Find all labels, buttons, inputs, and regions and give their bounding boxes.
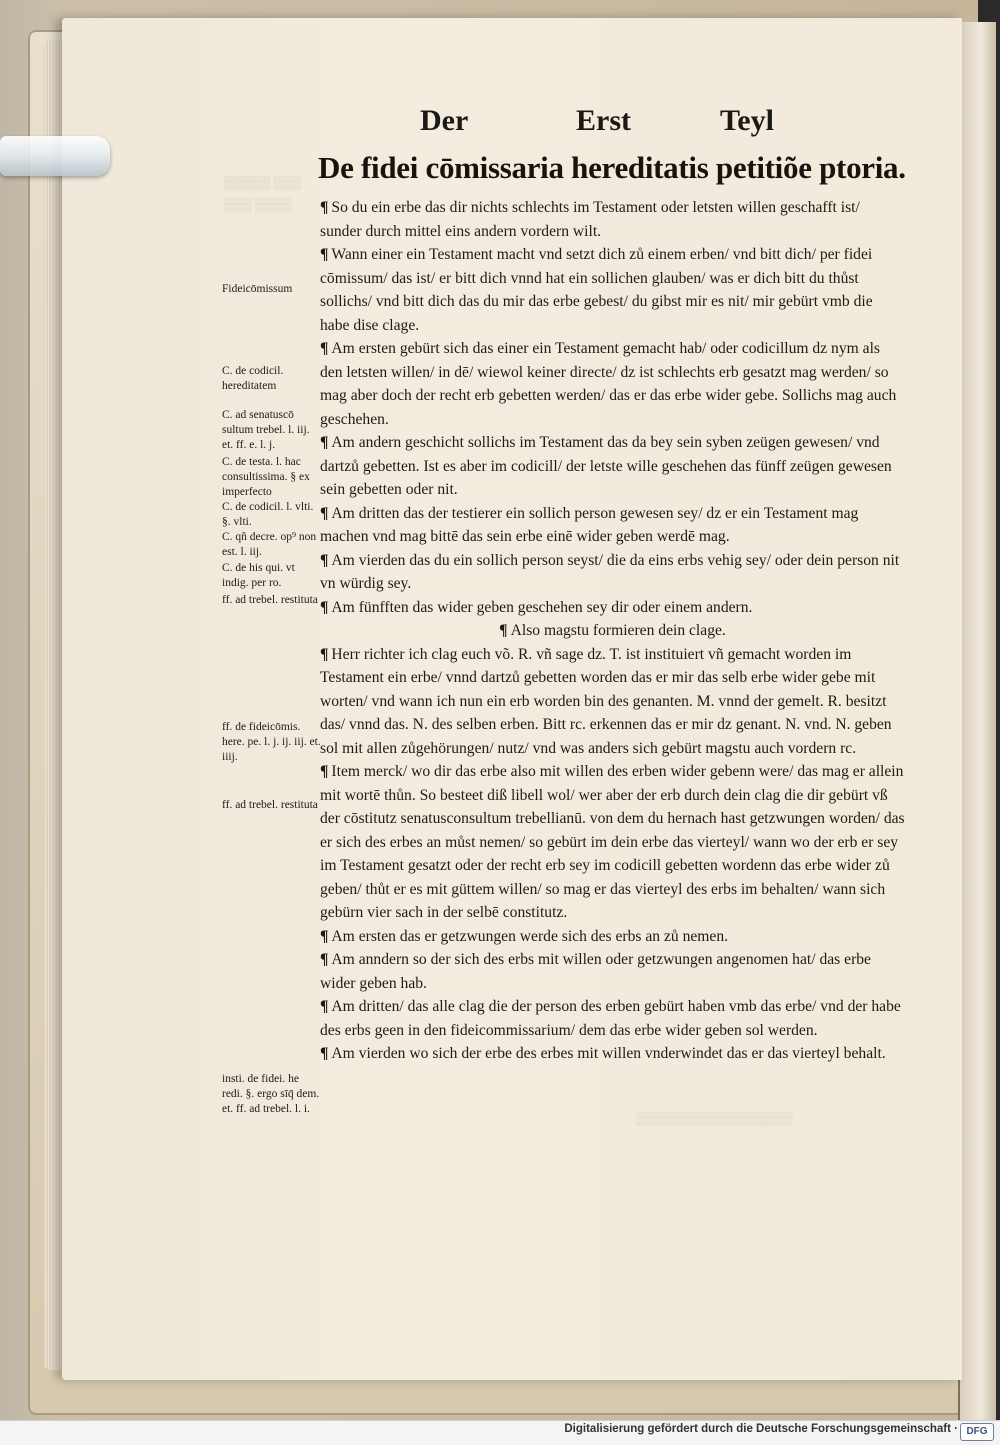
running-head-left: Der [420, 104, 469, 137]
show-through-text: ▒▒▒▒▒▒▒▒▒▒▒▒▒▒▒▒▒ [636, 1111, 793, 1126]
pilcrow: ¶ [320, 434, 329, 451]
paragraph-text: Am dritten das der testierer ein sollich person gewesen sey/ dz er ein Testament mag machen vnd mag bittē das sein erbe einē wider geben werdē mag. [320, 504, 859, 545]
glass-clip [0, 136, 110, 176]
paragraph-text: Herr richter ich clag euch võ. R. vñ sage dz. T. ist instituiert vñ gemacht worden im Testament ein erbe/ vnnd dartzů gebetten worden das er mir das selb erbe wider gebe mit worten/ vnd wann ich nun ein erb worden bin des genanten. M. vnnd der gemelt. R. besitzt das/ vnnd das. N. des selben erben. Bitt rc. erkennen das er mir dz genant. N. vnd. N. geben sol mit allen zůgehörungen/ nutz/ vnd was anders sich gebürt magstu auch vordern rc. [320, 645, 892, 757]
paragraph-text: Am ersten das er getzwungen werde sich des erbs an zů nemen. [331, 927, 729, 945]
paragraph [320, 549, 905, 596]
paragraph-heading [320, 619, 905, 643]
paragraph [320, 196, 905, 243]
paragraph-text: Am andern geschicht sollichs im Testament das da bey sein syben zeügen gewesen/ vnd dartzů gebetten. Ist es aber im codicill/ der letste wille geschehen das fünff zeügen gewesen sein gebetten oder nit. [320, 434, 892, 498]
marginal-note: C. ad senatuscō sultum trebel. l. iij. et. ff. e. l. j. [222, 409, 310, 451]
paragraph [320, 643, 905, 761]
pilcrow: ¶ [499, 622, 508, 639]
paragraph [320, 596, 905, 620]
marginal-note: C. de codicil. hereditatem [222, 365, 284, 392]
paragraph [320, 431, 905, 502]
pilcrow: ¶ [320, 927, 329, 945]
funding-credit: Digitalisierung gefördert durch die Deutsche Forschungsgemeinschaft · [564, 1423, 958, 1435]
facing-page-edge [958, 22, 996, 1420]
show-through-text: ▒▒▒▒▒ ▒▒▒ ▒▒▒ ▒▒▒▒ [224, 175, 301, 212]
marginal-note: Fideicōmissum [222, 283, 293, 295]
body-text [320, 196, 905, 1066]
paragraph-text: Am anndern so der sich des erbs mit willen oder getzwungen angenomen hat/ das erbe wider geben hab. [320, 951, 871, 992]
marginal-note: C. de codicil. l. vlti. §. vlti. [222, 501, 314, 528]
pilcrow: ¶ [320, 504, 329, 522]
paragraph-text: Am vierden das du ein sollich person seyst/ die da eins erbs vehig sey/ oder dein person nit vn würdig sey. [320, 551, 900, 592]
pilcrow: ¶ [320, 951, 329, 968]
paragraph [320, 502, 905, 549]
marginal-note: ff. ad trebel. restituta [222, 799, 318, 811]
pilcrow: ¶ [320, 598, 329, 616]
marginal-note: ff. ad trebel. restituta [222, 594, 318, 606]
pilcrow: ¶ [320, 199, 329, 216]
paragraph-text: Wann einer ein Testament macht vnd setzt dich zů einem erben/ vnd bitt dich/ per fidei cōmissum/ das ist/ er bitt dich vnnd hat ein sollichen glauben/ was er dich bitt du thůst sollichs/ vnd bitt dich das du mir das erbe gebest/ du gibst mir es nit/ mir gebürt vmb die habe dise clage. [320, 246, 873, 334]
running-head-right: Teyl [720, 104, 774, 137]
paragraph [320, 925, 905, 949]
paragraph-text: Am dritten/ das alle clag die der person des erben gebürt haben vmb das erbe/ vnd der habe des erbs geen in den fideicommissarium/ dem das erbe wider geben sol werden. [320, 998, 901, 1039]
paragraph [320, 337, 905, 431]
paragraph-text: Am ersten gebürt sich das einer ein Testament gemacht hab/ oder codicillum dz nym als den letsten willen/ in dē/ wiewol keiner directe/ dz ist schlechts erb gesatzt mag werden/ so mag aber doch der recht erb gebetten werden/ das er das erbe wider gebe. Sollichs mag auch geschehen. [320, 340, 897, 428]
paragraph-text: Also magstu formieren dein clage. [510, 622, 726, 639]
paragraph [320, 995, 905, 1042]
paragraph [320, 1042, 905, 1066]
pilcrow: ¶ [320, 1045, 329, 1062]
paragraph-text: Am vierden wo sich der erbe des erbes mit willen vnderwindet das er das vierteyl behalt. [331, 1045, 886, 1062]
paragraph [320, 948, 905, 995]
marginal-note: C. de his qui. vt indig. per ro. [222, 562, 295, 589]
pilcrow: ¶ [320, 246, 329, 263]
marginal-note: insti. de fidei. he redi. §. ergo sīq̄ dem. et. ff. ad trebel. l. i. [222, 1073, 320, 1115]
running-head-center: Erst [576, 104, 631, 137]
paragraph-text: Am fünfften das wider geben geschehen sey dir oder einem andern. [331, 598, 753, 616]
pilcrow: ¶ [320, 998, 329, 1015]
pilcrow: ¶ [320, 645, 329, 663]
marginal-note: ff. de fideicōmis. here. pe. l. j. ij. iij. et. iiij. [222, 721, 321, 763]
paragraph-text: Item merck/ wo dir das erbe also mit willen des erben wider gebenn were/ das mag er allein mit wortē thůn. So besteet diß libell wol/ wer aber der erb durch dein clag die dir gebürt vß der cōstitutz senatusconsultum trebellianū. von dem du hernach hast getzwungen worden/ das er sich des erbes an můst nemen/ so gebürt im dein erbe das vierteyl/ wann wo der erb er sey im Testament gesatzt oder der recht erb sey im codicill gebetten wordenn das erbe wider zů geben/ thůt er es mit güttem willen/ so mag er das vierteyl des erbs im behalten/ wann sich gebürn vier sach in der selbē constitutz. [320, 763, 905, 921]
dfg-logo-icon: DFG [960, 1423, 994, 1441]
paragraph [320, 243, 905, 337]
pilcrow: ¶ [320, 340, 329, 357]
marginal-note: C. qñ decre. op⁹ non est. l. iij. [222, 531, 317, 558]
marginal-note: C. de testa. l. hac consultissima. § ex imperfecto [222, 456, 310, 498]
paragraph [320, 760, 905, 925]
running-head [420, 104, 800, 140]
pilcrow: ¶ [320, 763, 329, 780]
pilcrow: ¶ [320, 551, 329, 569]
section-title: De fidei cōmissaria hereditatis petitiõe ptoria. [318, 150, 906, 185]
paragraph-text: So du ein erbe das dir nichts schlechts im Testament oder letsten willen geschafft ist/ sunder durch mittel eins andern vordern wilt. [320, 199, 860, 240]
